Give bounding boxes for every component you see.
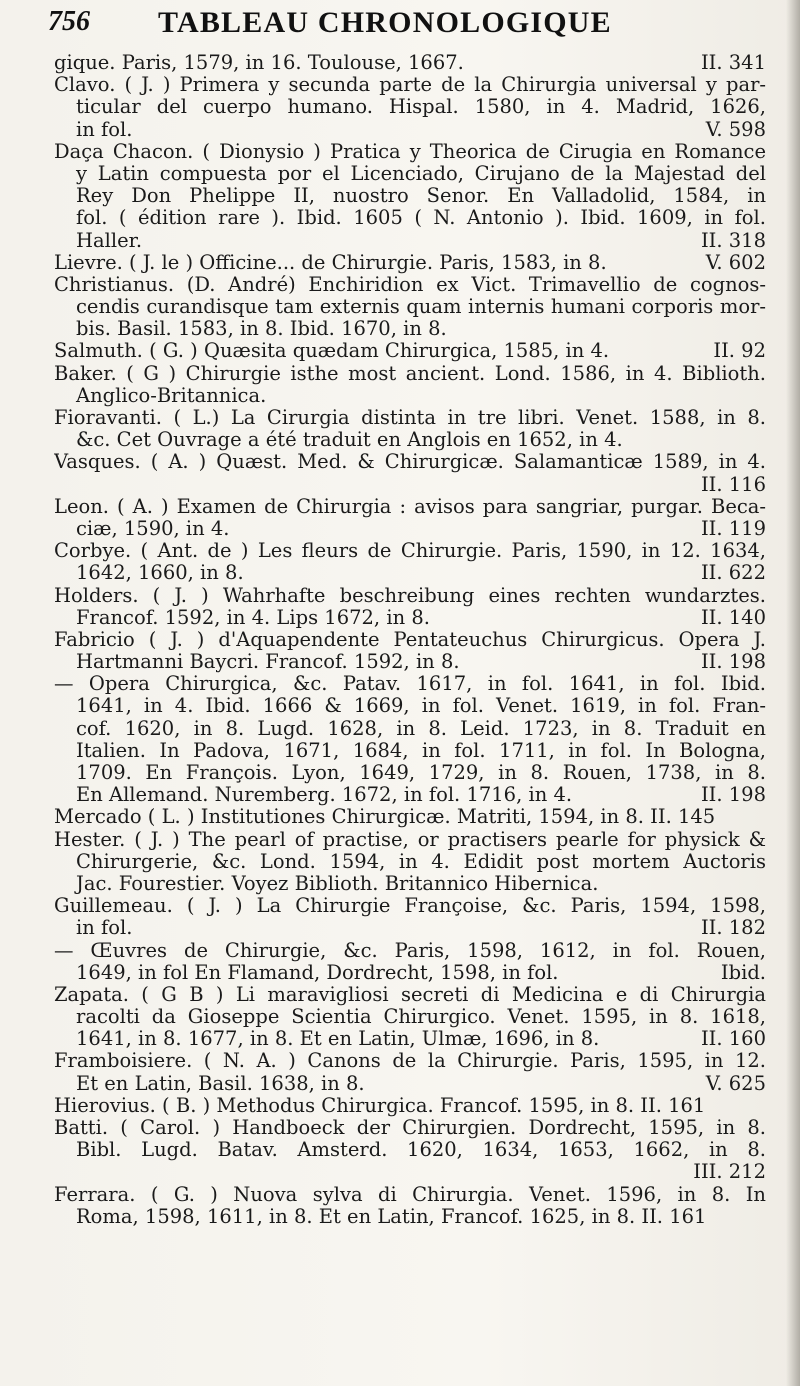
text-line [54, 296, 766, 318]
entry-text: Vasques. ( A. ) Quæst. Med. & Chirurgicæ. Salamanticæ 1589, in 4. [54, 451, 766, 474]
entry-text: Chirurgerie, &c. Lond. 1594, in 4. Edidit post mortem Auctoris [76, 850, 766, 873]
entry-text: Hester. ( J. ) The pearl of practise, or practisers pearle for physick & [54, 828, 766, 851]
entry-text: gique. Paris, 1579, in 16. Toulouse, 1667. [54, 52, 464, 74]
text-line [54, 762, 766, 784]
text-line [54, 119, 766, 141]
text-line [54, 940, 766, 962]
entry-text: Francof. 1592, in 4. Lips 1672, in 8. [76, 606, 430, 629]
running-title: TABLEAU CHRONOLOGIQUE [158, 6, 612, 39]
entry-text: Anglico-Britannica. [76, 384, 267, 407]
text-line [54, 1028, 766, 1050]
text-line [54, 1050, 766, 1072]
text-line [54, 806, 766, 828]
entry-text: Italien. In Padova, 1671, 1684, in fol. 1711, in fol. In Bologna, [76, 739, 766, 762]
text-line [54, 141, 766, 163]
entry-text: Leon. ( A. ) Examen de Chirurgia : avisos para sangriar, purgar. Beca- [54, 495, 766, 518]
page-edge-shadow [786, 0, 800, 1386]
entry-text: fol. ( édition rare ). Ibid. 1605 ( N. Antonio ). Ibid. 1609, in fol. [76, 207, 766, 230]
volume-reference: II. 182 [700, 917, 766, 940]
text-line [54, 1095, 766, 1117]
page-header [48, 6, 768, 42]
text-line [54, 984, 766, 1006]
entry-text: Corbye. ( Ant. de ) Les fleurs de Chirurgie. Paris, 1590, in 12. 1634, [54, 540, 766, 563]
entry-text: Lievre. ( J. le ) Officine... de Chirurgie. Paris, 1583, in 8. [54, 251, 607, 274]
text-line [54, 274, 766, 296]
volume-reference: II. 198 [700, 651, 766, 674]
entry-text: — Œuvres de Chirurgie, &c. Paris, 1598, 1612, in fol. Rouen, [54, 939, 766, 962]
volume-reference: II. 116 [700, 473, 766, 496]
entry-text: Christianus. (D. André) Enchiridion ex Vict. Trimavellio de cognos- [54, 273, 766, 296]
entry-text: Batti. ( Carol. ) Handboeck der Chirurgien. Dordrecht, 1595, in 8. [54, 1117, 766, 1139]
volume-reference: II. 92 [713, 340, 766, 363]
text-line [54, 496, 766, 518]
page-number: 756 [48, 6, 90, 37]
text-line [54, 163, 766, 185]
entry-text: Haller. [76, 229, 143, 252]
entry-text: in fol. [76, 917, 133, 940]
text-line [54, 607, 766, 629]
text-line [54, 230, 766, 252]
text-line [54, 673, 766, 695]
text-line [54, 1161, 766, 1183]
entry-text: Hierovius. ( B. ) Methodus Chirurgica. Francof. 1595, in 8. II. 161 [54, 1094, 706, 1117]
entry-text: Roma, 1598, 1611, in 8. Et en Latin, Francof. 1625, in 8. II. 161 [76, 1205, 707, 1228]
text-line [54, 651, 766, 673]
entry-text: Fabricio ( J. ) d'Aquapendente Pentateuchus Chirurgicus. Opera J. [54, 628, 766, 651]
text-line [54, 74, 766, 96]
entry-text: ticular del cuerpo humano. Hispal. 1580, in 4. Madrid, 1626, [76, 96, 766, 119]
text-line [54, 340, 766, 362]
entry-text: 1649, in fol En Flamand, Dordrecht, 1598, in fol. [76, 961, 559, 984]
entry-text: &c. Cet Ouvrage a été traduit en Anglois en 1652, in 4. [76, 429, 623, 452]
entry-text: Clavo. ( J. ) Primera y secunda parte de la Chirurgia universal y par- [54, 74, 766, 97]
volume-reference: Ibid. [720, 961, 766, 984]
volume-reference: V. 602 [705, 251, 766, 274]
text-line [54, 1006, 766, 1028]
text-line [54, 695, 766, 717]
text-line [54, 518, 766, 540]
entry-text: in fol. [76, 118, 133, 141]
text-line [54, 629, 766, 651]
entry-text: Framboisiere. ( N. A. ) Canons de la Chirurgie. Paris, 1595, in 12. [54, 1050, 766, 1073]
text-line [54, 540, 766, 562]
text-line [54, 740, 766, 762]
text-line [54, 585, 766, 607]
volume-reference: II. 160 [700, 1028, 766, 1051]
volume-reference: V. 625 [705, 1072, 766, 1095]
entry-text: Rey Don Phelippe II, nuostro Senor. En Valladolid, 1584, in [76, 185, 766, 208]
text-line [54, 318, 766, 340]
chronological-entries [54, 52, 766, 1228]
entry-text: y Latin compuesta por el Licenciado, Cirujano de la Majestad del [76, 162, 766, 185]
text-line [54, 96, 766, 118]
entry-text: Hartmanni Baycri. Francof. 1592, in 8. [76, 651, 460, 674]
text-line [54, 407, 766, 429]
text-line [54, 1184, 766, 1206]
entry-text: ciæ, 1590, in 4. [76, 517, 230, 540]
volume-reference: II. 119 [700, 517, 766, 540]
text-line [54, 429, 766, 451]
entry-text: racolti da Gioseppe Scientia Chirurgico. Venet. 1595, in 8. 1618, [76, 1006, 766, 1029]
volume-reference: II. 622 [700, 562, 766, 585]
volume-reference: II. 198 [700, 784, 766, 807]
volume-reference: III. 212 [693, 1161, 766, 1184]
entry-text: — Opera Chirurgica, &c. Patav. 1617, in fol. 1641, in fol. Ibid. [54, 673, 766, 696]
entry-text: cendis curandisque tam externis quam internis humani corporis mor- [76, 296, 766, 319]
entry-text: En Allemand. Nuremberg. 1672, in fol. 1716, in 4. [76, 784, 573, 807]
text-line [54, 52, 766, 74]
entry-text: Baker. ( G ) Chirurgie isthe most ancient. Lond. 1586, in 4. Biblioth. [54, 362, 766, 385]
entry-text: Ferrara. ( G. ) Nuova sylva di Chirurgia. Venet. 1596, in 8. In [54, 1183, 766, 1206]
text-line [54, 829, 766, 851]
volume-reference: V. 598 [705, 118, 766, 141]
entry-text: 1641, in 4. Ibid. 1666 & 1669, in fol. Venet. 1619, in fol. Fran- [76, 695, 766, 718]
text-line [54, 962, 766, 984]
entry-text: Et en Latin, Basil. 1638, in 8. [76, 1072, 365, 1095]
entry-text: cof. 1620, in 8. Lugd. 1628, in 8. Leid. 1723, in 8. Traduit en [76, 717, 766, 740]
text-line [54, 207, 766, 229]
text-line [54, 784, 766, 806]
text-line [54, 185, 766, 207]
text-line [54, 363, 766, 385]
text-line [54, 1206, 766, 1228]
text-line [54, 917, 766, 939]
text-line [54, 1139, 766, 1161]
entry-text: Holders. ( J. ) Wahrhafte beschreibung eines rechten wundarztes. [54, 584, 766, 607]
volume-reference: II. 341 [700, 52, 766, 74]
text-line [54, 474, 766, 496]
volume-reference: II. 140 [700, 606, 766, 629]
volume-reference: II. 318 [700, 229, 766, 252]
entry-text: Jac. Fourestier. Voyez Biblioth. Britannico Hibernica. [76, 872, 599, 895]
text-line [54, 385, 766, 407]
text-line [54, 252, 766, 274]
entry-text: Salmuth. ( G. ) Quæsita quædam Chirurgica, 1585, in 4. [54, 340, 610, 363]
text-line [54, 1073, 766, 1095]
text-line [54, 451, 766, 473]
text-line [54, 895, 766, 917]
entry-text: Mercado ( L. ) Institutiones Chirurgicæ. Matriti, 1594, in 8. II. 145 [54, 806, 716, 829]
text-line [54, 1117, 766, 1139]
entry-text: 1642, 1660, in 8. [76, 562, 244, 585]
entry-text: Fioravanti. ( L.) La Cirurgia distinta in tre libri. Venet. 1588, in 8. [54, 407, 766, 429]
entry-text: Daça Chacon. ( Dionysio ) Pratica y Theorica de Cirugia en Romance [54, 140, 766, 163]
entry-text: 1641, in 8. 1677, in 8. Et en Latin, Ulmæ, 1696, in 8. [76, 1028, 600, 1051]
text-line [54, 562, 766, 584]
text-line [54, 718, 766, 740]
entry-text: Bibl. Lugd. Batav. Amsterd. 1620, 1634, 1653, 1662, in 8. [76, 1139, 766, 1162]
entry-text: Guillemeau. ( J. ) La Chirurgie Françoise, &c. Paris, 1594, 1598, [54, 895, 766, 918]
entry-text: 1709. En François. Lyon, 1649, 1729, in 8. Rouen, 1738, in 8. [76, 762, 766, 784]
text-line [54, 873, 766, 895]
entry-text: Zapata. ( G B ) Li maravigliosi secreti di Medicina e di Chirurgia [54, 983, 766, 1006]
text-line [54, 851, 766, 873]
entry-text: bis. Basil. 1583, in 8. Ibid. 1670, in 8. [76, 318, 447, 341]
